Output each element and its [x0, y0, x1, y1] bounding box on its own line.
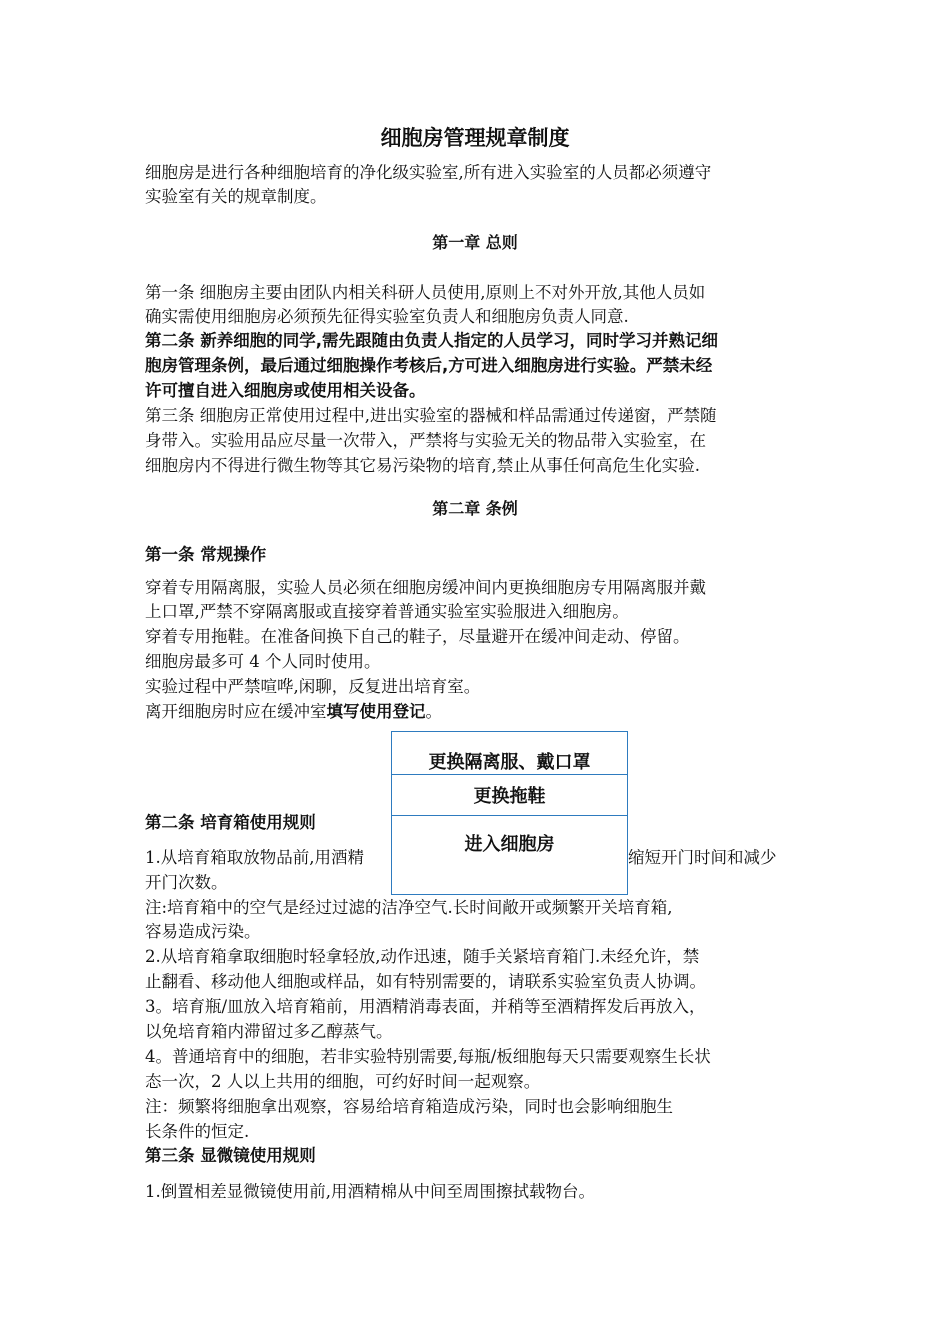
rule-text: 。: [425, 702, 442, 721]
rule-text-bold: 填写使用登记: [326, 702, 426, 721]
page-title: 细胞房管理规章制度: [380, 126, 570, 150]
note-line: 注：频繁将细胞拿出观察，容易给培育箱造成污染，同时也会影响细胞生: [145, 1097, 673, 1116]
rule-line: 缩短开门时间和减少: [628, 848, 777, 867]
flow-divider: [392, 815, 627, 816]
article-line: 第三条 细胞房正常使用过程中,进出实验室的器械和样品需通过传递窗，严禁随: [145, 406, 717, 425]
flow-step: 更换隔离服、戴口罩: [428, 752, 591, 773]
article-line: 第一条 细胞房主要由团队内相关科研人员使用,原则上不对外开放,其他人员如: [145, 283, 706, 302]
article-line-bold: 胞房管理条例，最后通过细胞操作考核后,方可进入细胞房进行实验。严禁未经: [145, 356, 713, 375]
flow-step: 进入细胞房: [464, 834, 555, 855]
note-line: 容易造成污染。: [145, 922, 261, 941]
rule-line: 3。培育瓶/皿放入培育箱前，用酒精消毒表面，并稍等至酒精挥发后再放入，: [145, 997, 706, 1016]
rule-line: 1.倒置相差显微镜使用前,用酒精棉从中间至周围擦拭载物台。: [145, 1182, 595, 1201]
note-line: 长条件的恒定.: [145, 1122, 250, 1141]
rule-line: [145, 700, 442, 724]
article-line: 身带入。实验用品应尽量一次带入，严禁将与实验无关的物品带入实验室，在: [145, 431, 706, 450]
flow-step: 更换拖鞋: [473, 786, 546, 807]
rule-line: 态一次，2 人以上共用的细胞，可约好时间一起观察。: [145, 1072, 541, 1091]
article-line-bold: 第二条 新养细胞的同学,需先跟随由负责人指定的人员学习，同时学习并熟记细: [145, 331, 719, 350]
rule-text: 离开细胞房时应在缓冲室: [145, 702, 327, 721]
rule-line: 穿着专用隔离服，实验人员必须在细胞房缓冲间内更换细胞房专用隔离服并戴: [145, 578, 706, 597]
note-line: 注:培育箱中的空气是经过过滤的洁净空气.长时间敞开或频繁开关培育箱,: [145, 898, 673, 917]
rule-line: 实验过程中严禁喧哗,闲聊，反复进出培育室。: [145, 677, 481, 696]
rule-line: 开门次数。: [145, 873, 228, 892]
section-heading: 第一条 常规操作: [145, 545, 267, 564]
flow-divider: [392, 774, 627, 775]
intro-line: 实验室有关的规章制度。: [145, 187, 327, 206]
chapter-heading: 第二章 条例: [432, 499, 518, 518]
section-heading: 第二条 培育箱使用规则: [145, 813, 316, 832]
rule-line: 上口罩,严禁不穿隔离服或直接穿着普通实验室实验服进入细胞房。: [145, 602, 629, 621]
rule-line: 止翻看、移动他人细胞或样品，如有特别需要的，请联系实验室负责人协调。: [145, 972, 706, 991]
rule-line: 以免培育箱内滞留过多乙醇蒸气。: [145, 1022, 393, 1041]
section-heading: 第三条 显微镜使用规则: [145, 1146, 316, 1165]
article-line: 细胞房内不得进行微生物等其它易污染物的培育,禁止从事任何高危生化实验.: [145, 456, 700, 475]
rule-line: 1.从培育箱取放物品前,用酒精: [145, 848, 364, 867]
article-line: 确实需使用细胞房必须预先征得实验室负责人和细胞房负责人同意.: [145, 307, 629, 326]
article-line-bold: 许可擅自进入细胞房或使用相关设备。: [145, 381, 426, 400]
rule-line: 2.从培育箱拿取细胞时轻拿轻放,动作迅速，随手关紧培育箱门.未经允许，禁: [145, 947, 700, 966]
rule-line: 4。普通培育中的细胞，若非实验特别需要,每瓶/板细胞每天只需要观察生长状: [145, 1047, 711, 1066]
chapter-heading: 第一章 总则: [432, 233, 518, 252]
rule-line: 穿着专用拖鞋。在准备间换下自己的鞋子，尽量避开在缓冲间走动、停留。: [145, 627, 690, 646]
procedure-flow-box: [391, 731, 628, 895]
intro-line: 细胞房是进行各种细胞培育的净化级实验室,所有进入实验室的人员都必须遵守: [145, 163, 712, 182]
rule-line: 细胞房最多可 4 个人同时使用。: [145, 652, 381, 671]
